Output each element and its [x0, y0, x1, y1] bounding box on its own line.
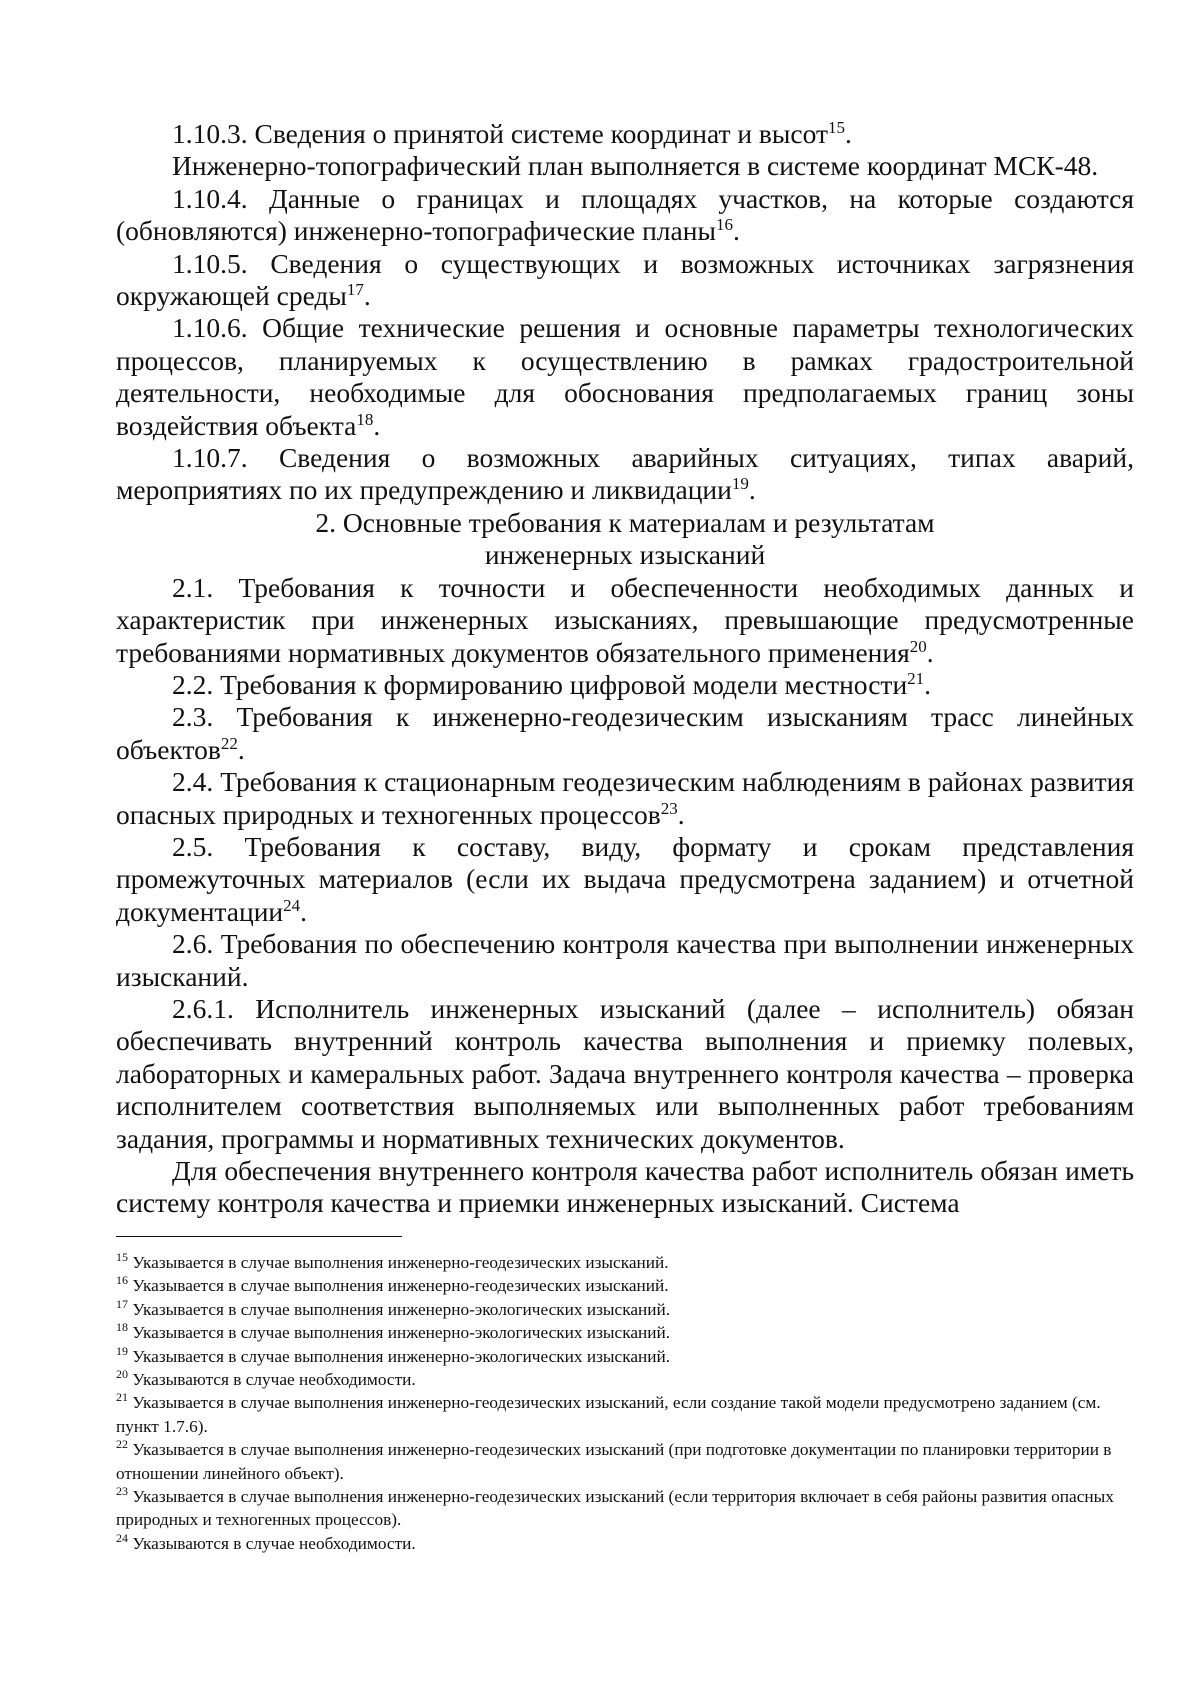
footnote-ref[interactable]: 18 — [356, 409, 374, 429]
paragraph-2-5: 2.5. Требования к составу, виду, формату и срокам представления промежуточных материалов (если их выдача предусмотрена заданием) и отчетной документации$^{24}$. — [116, 830, 1134, 927]
footnote-ref[interactable]: 15 — [828, 117, 845, 137]
footnote-20: $^{20}$ Указываются в случае необходимости. — [116, 1367, 416, 1390]
paragraph-1-10-4: 1.10.4. Данные о границах и площадях участков, на которые создаются (обновляются) инженерно-топографические планы$^{16}$. — [116, 182, 1134, 247]
paragraph-1-10-7: 1.10.7. Сведения о возможных аварийных ситуациях, типах аварий, мероприятиях по их предупреждению и ликвидации$^{19}$. — [116, 442, 1134, 506]
footnote-ref[interactable]: 22 — [220, 733, 238, 753]
footnote-ref[interactable]: 24 — [283, 895, 301, 915]
footnotes — [116, 1251, 1134, 1555]
paragraph-2-1: 2.1. Требования к точности и обеспеченности необходимых данных и характеристик при инженерных изысканиях, превышающие предусмотренные требованиями нормативных документов обязательного применения$^{20}$. — [116, 571, 1134, 668]
paragraph-2-2: 2.2. Требования к формированию цифровой модели местности$^{21}$. — [172, 668, 932, 700]
footnote-ref[interactable]: 17 — [346, 279, 364, 299]
footnote-21: $^{21}$ Указывается в случае выполнения инженерно-геодезических изысканий, если создание такой модели предусмотрено заданием (см. пункт 1.7.6). — [116, 1390, 1101, 1436]
footnote-ref[interactable]: 16 — [715, 215, 733, 235]
paragraph-coordinate-system: Инженерно-топографический план выполняется в системе координат МСК-48. — [172, 150, 1099, 182]
footnote-15: $^{15}$ Указывается в случае выполнения инженерно-геодезических изысканий. — [116, 1250, 669, 1272]
paragraph-2-4: 2.4. Требования к стационарным геодезическим наблюдениям в районах развития опасных природных и техногенных процессов$^{23}$. — [116, 766, 1134, 830]
footnote-17: $^{17}$ Указывается в случае выполнения инженерно-экологических изысканий. — [116, 1297, 671, 1319]
footnote-separator — [116, 1236, 402, 1237]
section-heading: 2. Основные требования к материалам и результатам инженерных изысканий — [315, 506, 935, 571]
paragraph-2-6: 2.6. Требования по обеспечению контроля качества при выполнении инженерных изысканий. — [116, 928, 1134, 992]
paragraph-2-6-1: 2.6.1. Исполнитель инженерных изысканий (далее – исполнитель) обязан обеспечивать внутренний контроль качества выполнения и приемку полевых, лабораторных и камеральных работ. Задача внутреннего контроля качества – проверка исполнителем соответствия выполняемых или выполненных работ требованиям задания, программы и нормативных технических документов. — [116, 992, 1134, 1154]
footnote-ref[interactable]: 21 — [907, 668, 925, 688]
paragraph-1-10-6: 1.10.6. Общие технические решения и основные параметры технологических процессов, планируемых к осуществлению в рамках градостроительной деятельности, необходимые для обоснования предполагаемых границ зоны воздействия объекта$^{18}$. — [116, 312, 1134, 441]
paragraph-quality-system: Для обеспечения внутреннего контроля качества работ исполнитель обязан иметь систему контроля качества и приемки инженерных изысканий. Система — [116, 1155, 1134, 1219]
footnote-24: $^{24}$ Указываются в случае необходимости. — [116, 1531, 416, 1553]
footnote-19: $^{19}$ Указывается в случае выполнения инженерно-экологических изысканий. — [116, 1343, 671, 1366]
main-text — [116, 118, 1134, 1220]
paragraph-2-3: 2.3. Требования к инженерно-геодезическим изысканиям трасс линейных объектов$^{22}$. — [116, 701, 1134, 765]
footnote-ref[interactable]: 23 — [660, 798, 678, 818]
footnote-18: $^{18}$ Указывается в случае выполнения инженерно-экологических изысканий. — [116, 1320, 671, 1343]
footnote-ref[interactable]: 20 — [909, 636, 927, 656]
footnote-16: $^{16}$ Указывается в случае выполнения инженерно-геодезических изысканий. — [116, 1273, 669, 1296]
footnote-23: $^{23}$ Указывается в случае выполнения инженерно-геодезических изысканий (если территория включает в себя районы развития опасных природных и техногенных процессов). — [116, 1484, 1114, 1530]
footnote-ref[interactable]: 19 — [731, 474, 749, 494]
paragraph-1-10-3: 1.10.3. Сведения о принятой системе координат и высот$^{15}$. — [172, 117, 852, 149]
footnote-22: $^{22}$ Указывается в случае выполнения инженерно-геодезических изысканий (при подготовке документации по планировки территории в отношении линейного объект). — [116, 1437, 1112, 1483]
paragraph-1-10-5: 1.10.5. Сведения о существующих и возможных источниках загрязнения окружающей среды$^{17}$. — [116, 247, 1134, 312]
